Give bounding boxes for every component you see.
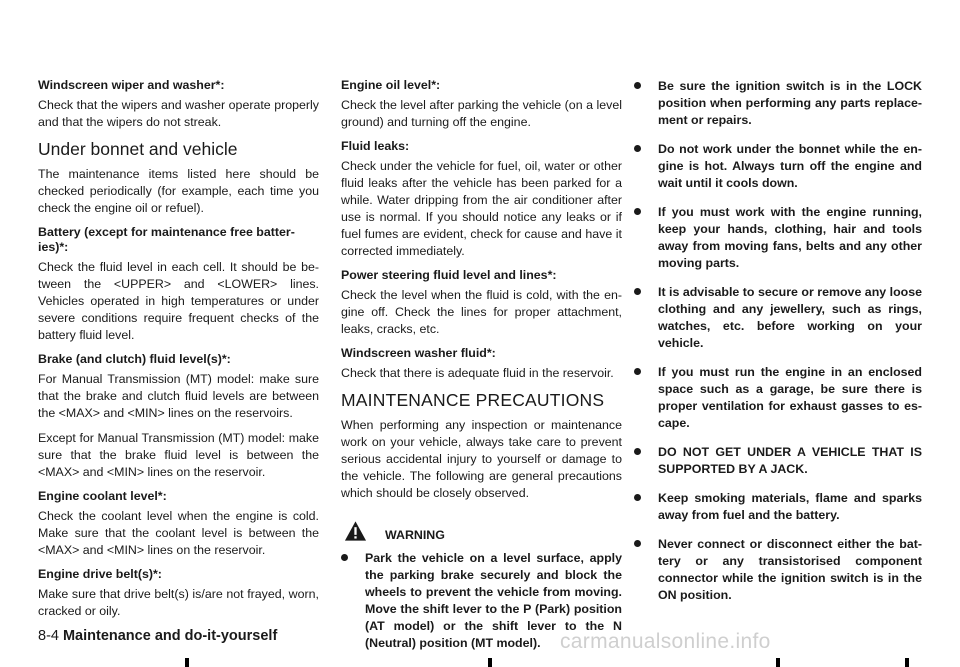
list-item-text: It is advisable to secure or remove any loose clothing and any jewellery, such as rings, watches, etc. before working on your vehicle. xyxy=(658,285,922,350)
drive-belt-text: Make sure that drive belt(s) is/are not frayed, worn, cracked or oily. xyxy=(38,587,319,618)
washer-fluid-text: Check that there is adequate fluid in the reservoir. xyxy=(341,366,614,380)
power-steering-label: Power steering fluid level and lines*: xyxy=(341,268,557,282)
bullet-icon xyxy=(341,554,348,561)
column-1 xyxy=(38,78,319,628)
brake-fluid-label: Brake (and clutch) fluid level(s)*: xyxy=(38,352,231,366)
battery-label: Battery (except for maintenance free batteries)*: xyxy=(38,225,295,254)
bullet-icon xyxy=(634,208,641,215)
column-3 xyxy=(634,78,922,616)
page-footer xyxy=(38,628,277,644)
fluid-leaks-text: Check under the vehicle for fuel, oil, water or other fluid leaks after the vehicle has been parked for a while. Water dripping from the air conditioner after use is normal. If you should notice any leaks or if fuel fumes are evident, check for cause and have it corrected immediately. xyxy=(341,159,622,258)
engine-oil-label: Engine oil level*: xyxy=(341,78,441,92)
crop-mark xyxy=(905,658,909,667)
list-item xyxy=(634,490,922,524)
list-item-text: Never connect or disconnect either the battery or any transistorised component connector while the ignition switch is in the ON position. xyxy=(658,537,922,602)
engine-oil-text: Check the level after parking the vehicle (on a level ground) and turning off the engine. xyxy=(341,98,622,129)
bullet-icon xyxy=(634,145,641,152)
list-item xyxy=(634,204,922,272)
bullet-icon xyxy=(634,494,641,501)
fluid-leaks-label: Fluid leaks: xyxy=(341,139,410,153)
list-item-text: Be sure the ignition switch is in the LOCK position when performing any parts replacement or repairs. xyxy=(658,79,922,127)
crop-mark xyxy=(776,658,780,667)
list-item xyxy=(634,284,922,352)
list-item-text: Keep smoking materials, flame and sparks away from fuel and the battery. xyxy=(658,491,922,522)
list-item xyxy=(634,536,922,604)
bullet-icon xyxy=(634,368,641,375)
column-2 xyxy=(341,78,622,662)
washer-fluid-label: Windscreen washer fluid*: xyxy=(341,346,496,360)
power-steering-text: Check the level when the fluid is cold, with the engine off. Check the lines for proper attachment, leaks, cracks, etc. xyxy=(341,288,622,336)
maintenance-precautions-heading: MAINTENANCE PRECAUTIONS xyxy=(341,390,605,410)
bullet-icon xyxy=(634,82,641,89)
crop-mark xyxy=(488,658,492,667)
list-item xyxy=(634,364,922,432)
warning-title: WARNING xyxy=(385,528,445,542)
list-item-text: If you must run the engine in an enclosed space such as a garage, be sure there is proper ventilation for exhaust gasses to escape. xyxy=(658,365,922,430)
precautions-intro: When performing any inspection or maintenance work on your vehicle, always take care to prevent serious accidental injury to yourself or damage to the vehicle. The following are general precautions which should be closely observed. xyxy=(341,418,622,500)
coolant-label: Engine coolant level*: xyxy=(38,489,167,503)
section-title: Maintenance and do-it-yourself xyxy=(62,628,278,644)
list-item-text: If you must work with the engine running, keep your hands, clothing, hair and tools away from moving fans, belts and any other moving parts. xyxy=(658,205,922,270)
under-bonnet-intro: The maintenance items listed here should be checked periodically (for example, each time you check the engine oil or refuel). xyxy=(38,167,319,215)
list-item xyxy=(634,141,922,192)
under-bonnet-heading: Under bonnet and vehicle xyxy=(38,139,238,159)
warning-header xyxy=(341,516,622,542)
page-number: 8-4 xyxy=(38,628,59,644)
precautions-list xyxy=(634,78,922,604)
bullet-icon xyxy=(634,540,641,547)
battery-text: Check the fluid level in each cell. It should be between the <UPPER> and <LOWER> lines. Vehicles operated in high temperatures or under severe conditions require frequent checks of the battery fluid level. xyxy=(38,260,319,342)
list-item-text: Park the vehicle on a level surface, apply the parking brake securely and block the wheels to prevent the vehicle from moving. Move the shift lever to the P (Park) position (AT model) or the shift lever to the N (Neutral) position (MT model). xyxy=(365,551,622,650)
warning-triangle-icon xyxy=(344,520,367,542)
watermark: carmanualsonline.info xyxy=(560,630,771,653)
brake-fluid-text-mt: For Manual Transmission (MT) model: make sure that the brake and clutch fluid levels are between the <MAX> and <MIN> lines on the reservoirs. xyxy=(38,372,319,420)
brake-fluid-text-other: Except for Manual Transmission (MT) model: make sure that the brake fluid level is between the <MAX> and <MIN> lines on the reservoir. xyxy=(38,431,319,479)
list-item xyxy=(634,78,922,129)
list-item-text: DO NOT GET UNDER A VEHICLE THAT IS SUPPORTED BY A JACK. xyxy=(658,445,922,476)
bullet-icon xyxy=(634,448,641,455)
wiper-washer-text: Check that the wipers and washer operate properly and that the wipers do not streak. xyxy=(38,98,319,129)
coolant-text: Check the coolant level when the engine is cold. Make sure that the coolant level is between the <MAX> and <MIN> lines on the reservoir. xyxy=(38,509,319,557)
crop-mark xyxy=(185,658,189,667)
bullet-icon xyxy=(634,288,641,295)
list-item xyxy=(634,444,922,478)
wiper-washer-label: Windscreen wiper and washer*: xyxy=(38,78,225,92)
drive-belt-label: Engine drive belt(s)*: xyxy=(38,567,162,581)
list-item-text: Do not work under the bonnet while the engine is hot. Always turn off the engine and wait until it cools down. xyxy=(658,142,922,190)
